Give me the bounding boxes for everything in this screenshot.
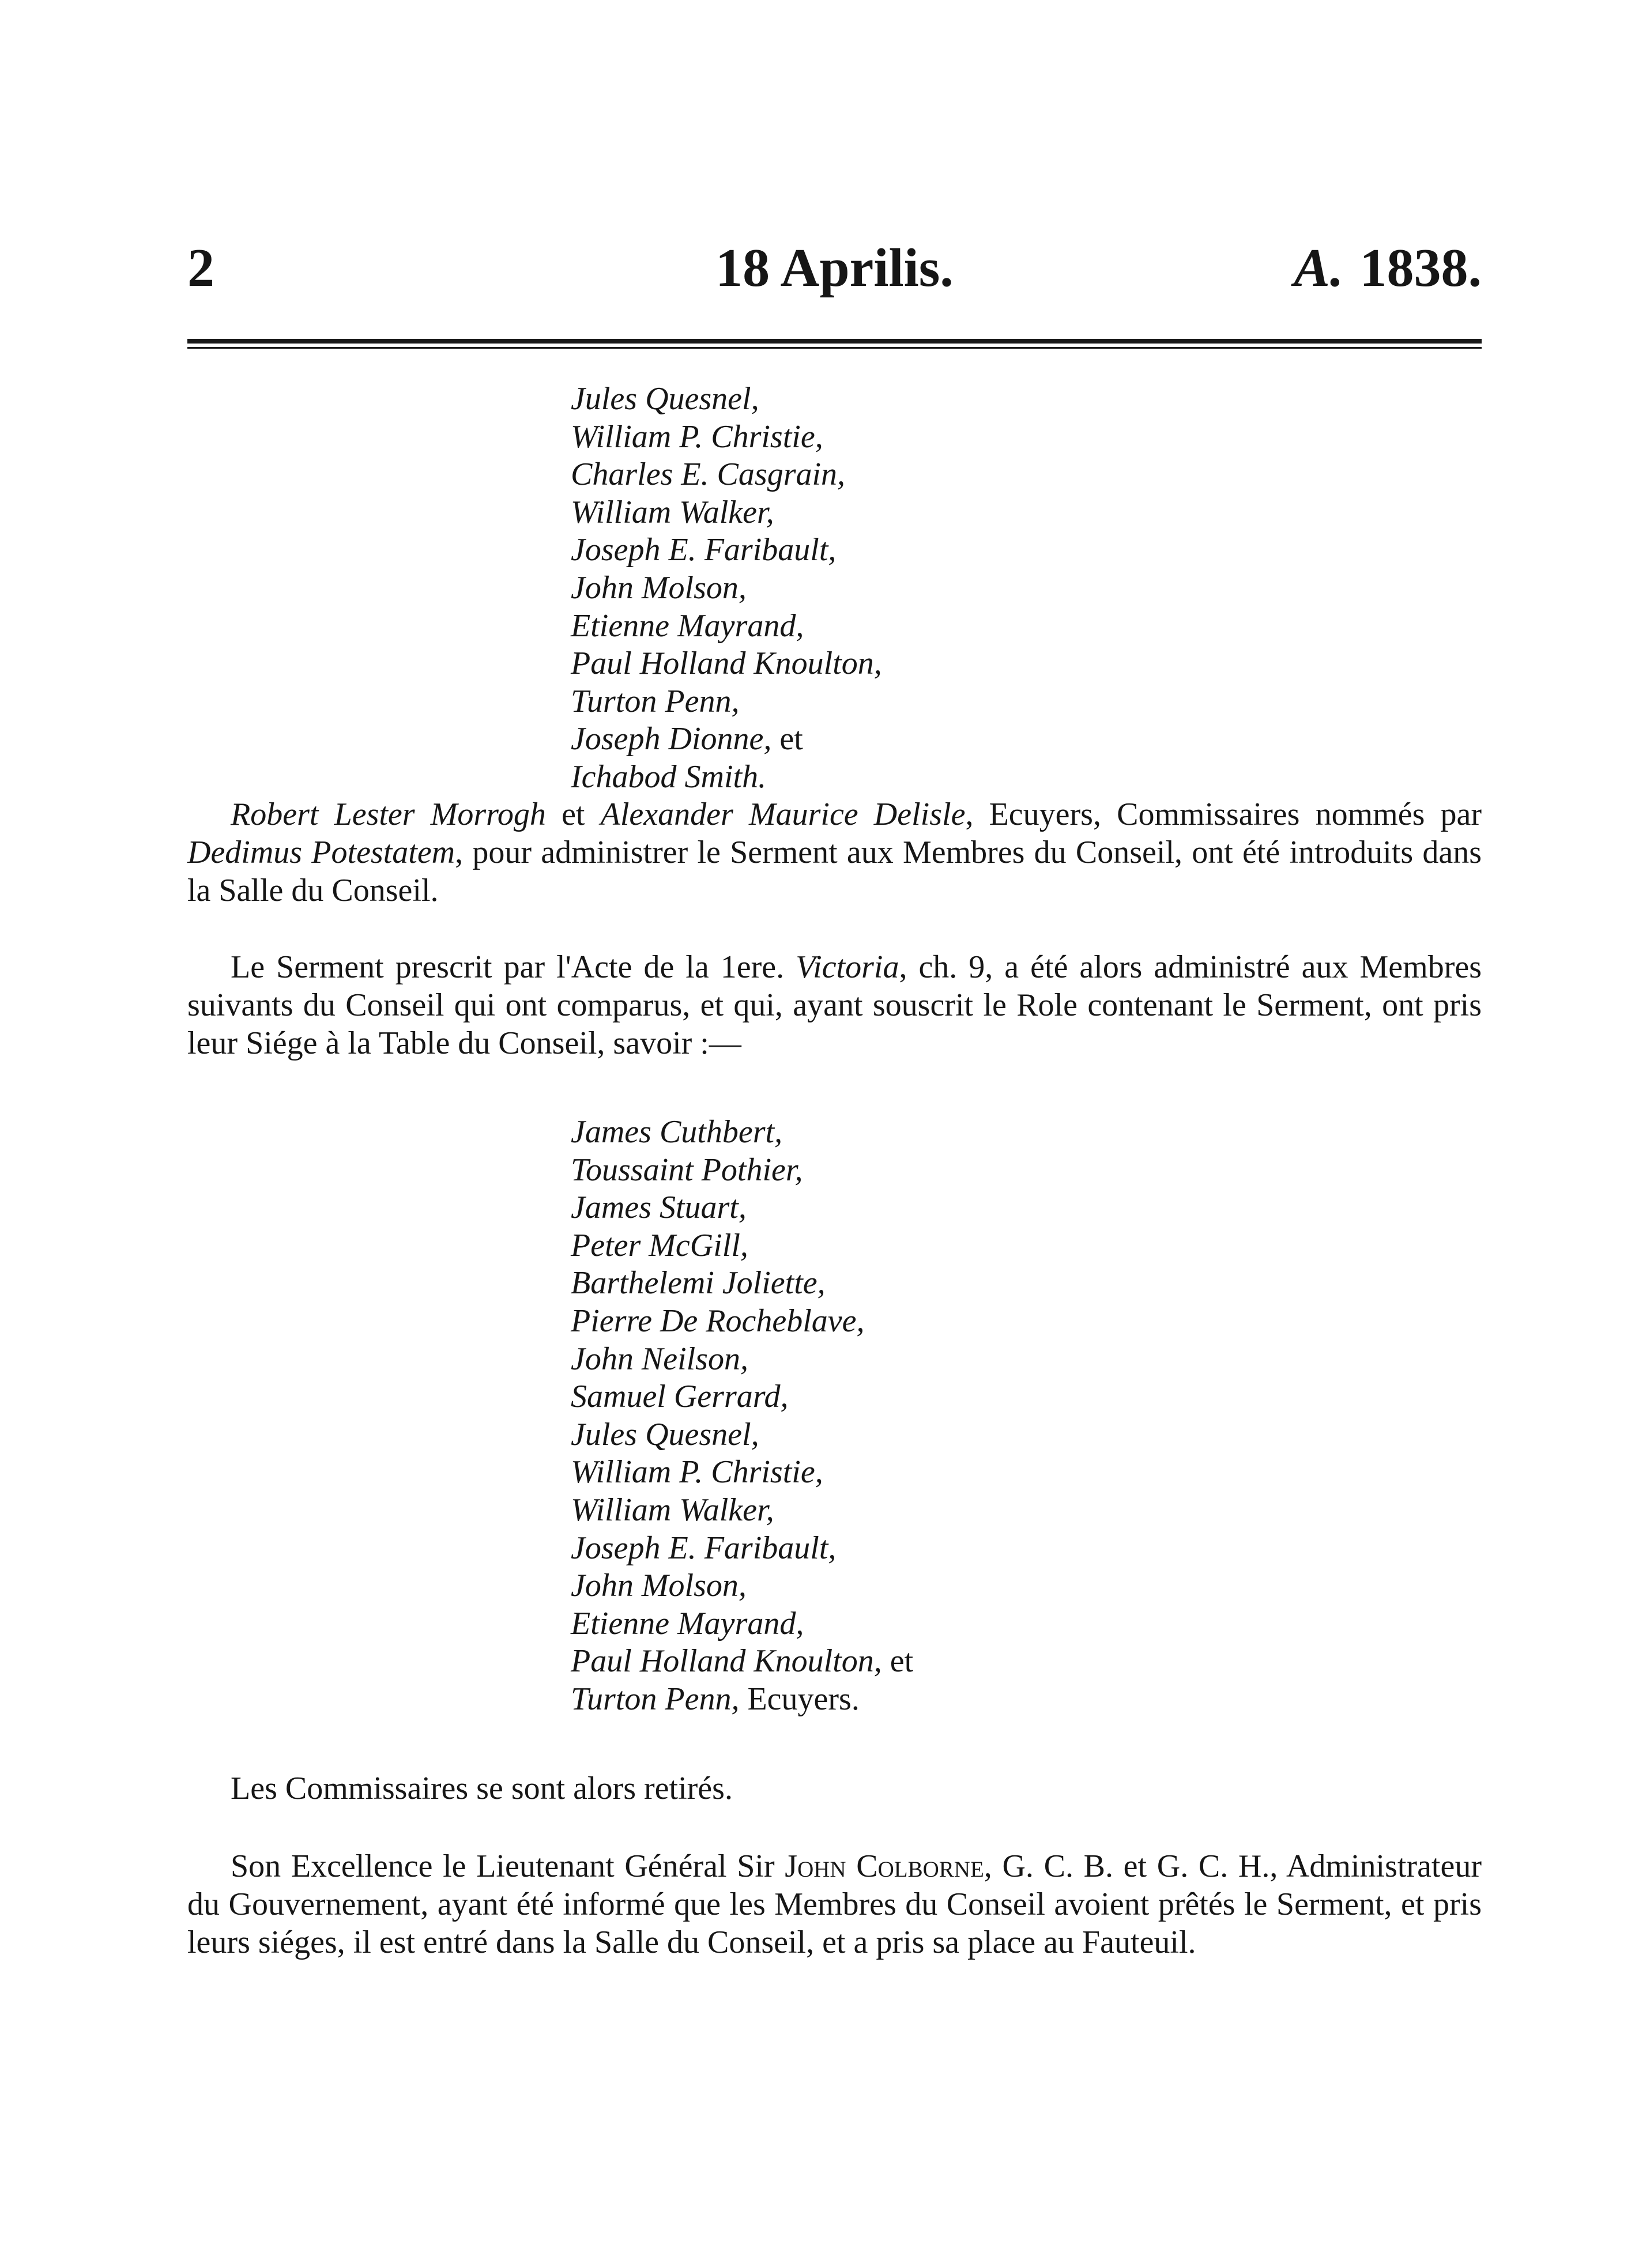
header-rule-thick	[187, 339, 1482, 344]
list-item: Peter McGill,	[571, 1227, 748, 1263]
list-item: Joseph E. Faribault,	[571, 532, 837, 568]
victoria-reference: Victoria	[796, 949, 899, 985]
list-item: Toussaint Pothier,	[571, 1152, 803, 1188]
list-item: Etienne Mayrand,	[571, 607, 804, 644]
dedimus-potestatem: Dedimus Potestatem	[187, 835, 455, 870]
commissioners-text-1: , Ecuyers, Commissaires nommés par	[965, 797, 1482, 832]
year-number: 1838.	[1359, 238, 1482, 298]
list-item: William Walker,	[571, 1492, 774, 1528]
commissioner-name-1: Robert Lester Morrogh	[231, 797, 546, 832]
commissioners-paragraph	[187, 795, 1482, 910]
list-item: William P. Christie,	[571, 1454, 823, 1490]
excellency-text-1: Son Excellence le Lieutenant Général Sir	[231, 1848, 775, 1884]
page-header	[187, 233, 1482, 303]
list-item: James Stuart,	[571, 1190, 747, 1226]
list-item: Etienne Mayrand,	[571, 1605, 804, 1641]
conjunction: et	[562, 797, 585, 832]
list-item: William P. Christie,	[571, 418, 823, 455]
header-rule-thin	[187, 347, 1482, 349]
list-item	[571, 1643, 913, 1681]
commissioners-text-2: , pour administrer le Serment aux Membres du Conseil, ont été introduits dans la Salle du Conseil.	[187, 835, 1482, 908]
list-item: Samuel Gerrard,	[571, 1379, 789, 1415]
page-number: 2	[187, 238, 214, 298]
withdrawn-paragraph: Les Commissaires se sont alors retirés.	[231, 1771, 733, 1806]
header-date: 18 Aprilis.	[715, 238, 954, 298]
list-item: William Walker,	[571, 494, 774, 530]
oath-paragraph	[187, 948, 1482, 1062]
oath-text-2: , ch. 9, a été alors administré aux Membres suivants du Conseil qui ont comparus, et qui, ayant souscrit le Role contenant le Serment, ont pris leur Siége à la Table du Conseil, savoir :—	[187, 949, 1482, 1061]
list-item: Charles E. Casgrain,	[571, 456, 846, 493]
list-item: Jules Quesnel,	[571, 381, 759, 417]
header-year	[1294, 233, 1482, 303]
list-item	[571, 720, 882, 758]
list-item-name: Joseph Dionne,	[571, 721, 772, 757]
list-item: Pierre De Rocheblave,	[571, 1303, 865, 1339]
list-item: Joseph E. Faribault,	[571, 1530, 837, 1566]
list-item-name: Paul Holland Knoulton,	[571, 1643, 882, 1680]
list-item: Turton Penn,	[571, 683, 740, 719]
list-item: James Cuthbert,	[571, 1114, 783, 1150]
list-item: Barthelemi Joliette,	[571, 1265, 826, 1301]
excellency-text-2: , G. C. B. et G. C. H., Administrateur du Gouvernement, ayant été informé que les Membres du Conseil avoient prêtés le Serment, et pris leurs siéges, il est entré dans la Salle du Conseil, et a pris sa place au Fauteuil.	[187, 1848, 1482, 1960]
excellency-paragraph	[187, 1847, 1482, 1961]
list-item	[571, 1681, 913, 1719]
list-suffix: Ecuyers.	[747, 1681, 860, 1717]
oath-text-1: Le Serment prescrit par l'Acte de la 1ere.	[231, 949, 785, 985]
year-prefix: A.	[1294, 238, 1344, 298]
list-item-name: Turton Penn,	[571, 1681, 740, 1717]
list-item: Ichabod Smith.	[571, 758, 767, 795]
list-item: John Neilson,	[571, 1341, 748, 1377]
list-conjunction: et	[779, 721, 803, 757]
first-name-list	[571, 380, 882, 797]
commissioner-name-2: Alexander Maurice Delisle	[600, 797, 966, 832]
list-item: Jules Quesnel,	[571, 1416, 759, 1452]
list-item: John Molson,	[571, 1568, 747, 1604]
list-conjunction: et	[890, 1643, 914, 1680]
second-name-list	[571, 1114, 913, 1719]
list-item: Paul Holland Knoulton,	[571, 646, 882, 682]
excellency-name: John Colborne	[785, 1848, 984, 1884]
list-item: John Molson,	[571, 569, 747, 606]
